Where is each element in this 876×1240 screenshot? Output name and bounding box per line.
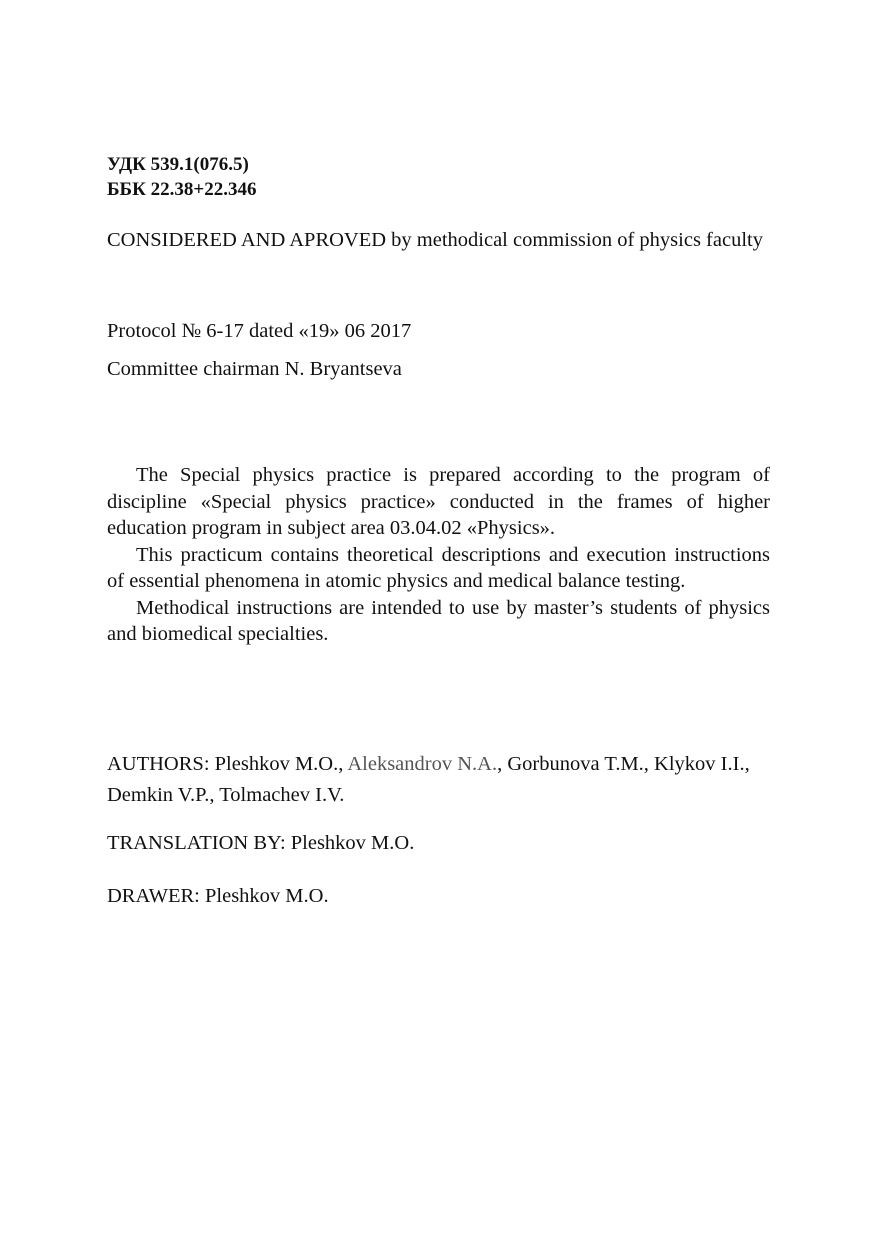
approval-statement: CONSIDERED AND APROVED by methodical commission of physics faculty	[107, 229, 763, 251]
udk-code: УДК 539.1(076.5)	[107, 154, 249, 175]
author-name: Pleshkov M.O.,	[214, 753, 348, 775]
drawer-credit: DRAWER: Pleshkov M.O.	[107, 885, 329, 907]
abstract	[107, 462, 770, 648]
committee-chairman: Committee chairman N. Bryantseva	[107, 358, 402, 380]
bbk-code: ББК 22.38+22.346	[107, 179, 257, 200]
protocol-line: Protocol № 6-17 dated «19» 06 2017	[107, 320, 412, 342]
classification-codes	[107, 152, 770, 202]
abstract-paragraph: This practicum contains theoretical descriptions and execution instructions of essential phenomena in atomic physics and medical balance testing.	[107, 543, 770, 592]
author-name: Aleksandrov N.A.	[347, 753, 498, 775]
abstract-paragraph: The Special physics practice is prepared according to the program of discipline «Special physics practice» conducted in the frames of higher education program in subject area 03.04.02 «Physics».	[107, 464, 770, 539]
authors-label: AUTHORS:	[107, 753, 215, 775]
translation-credit: TRANSLATION BY: Pleshkov M.O.	[107, 832, 415, 854]
document-page	[107, 0, 770, 1240]
author-names-rest: , Gorbunova T.M., Klykov I.I., Demkin V.P., Tolmachev I.V.	[107, 753, 755, 806]
authors-line	[107, 749, 770, 811]
abstract-paragraph: Methodical instructions are intended to use by master’s students of physics and biomedical specialties.	[107, 596, 770, 645]
